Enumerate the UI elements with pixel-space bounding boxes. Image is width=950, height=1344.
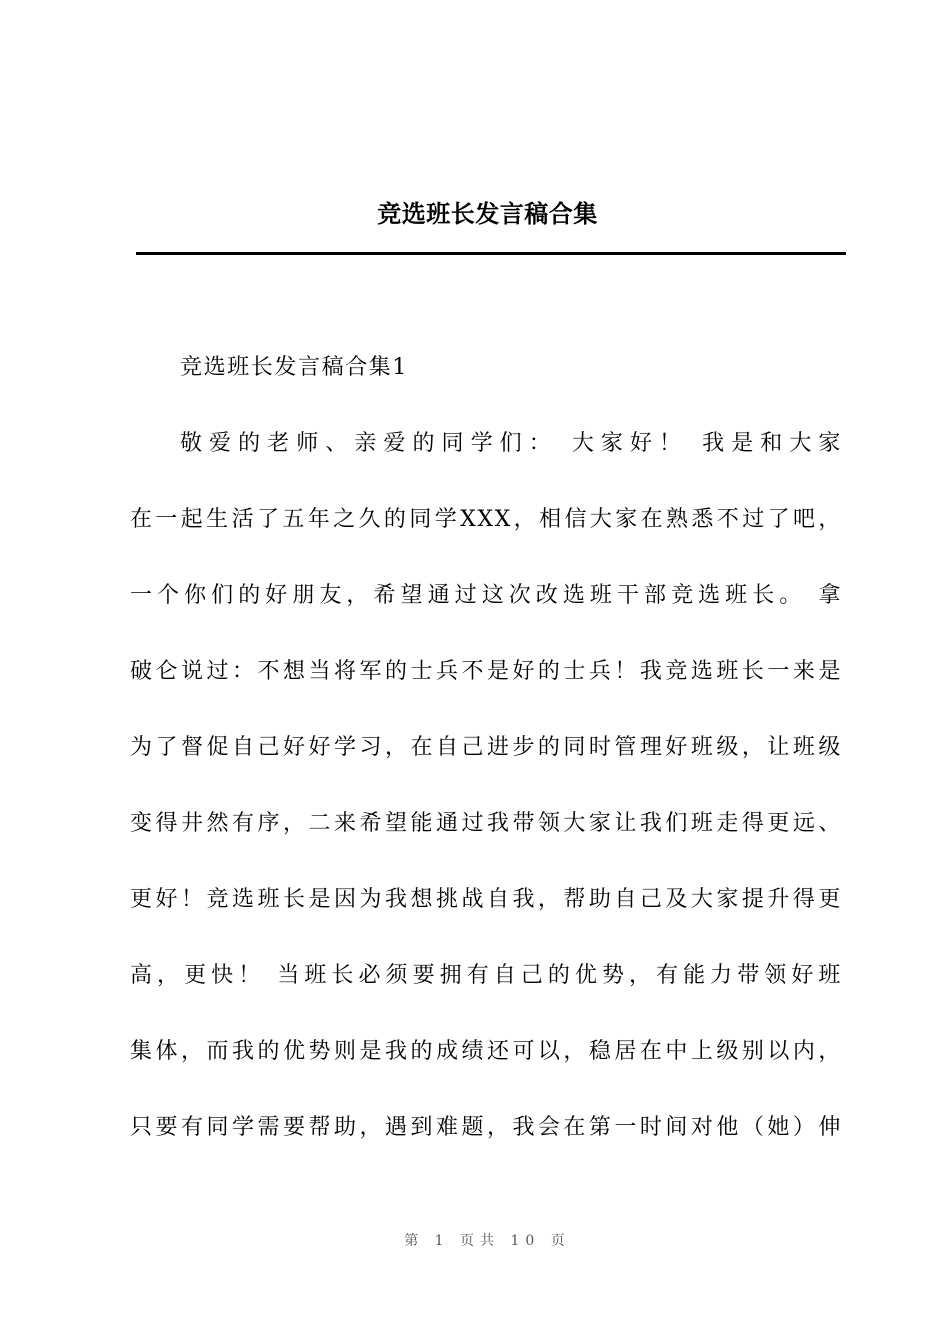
paragraph-line: 集体，而我的优势则是我的成绩还可以，稳居在中上级别以内， bbox=[130, 1039, 842, 1064]
paragraph-line: 变得井然有序，二来希望能通过我带领大家让我们班走得更远、 bbox=[130, 811, 842, 836]
document-body bbox=[130, 346, 842, 1182]
paragraph-line: 为了督促自己好好学习，在自己进步的同时管理好班级，让班级 bbox=[130, 735, 842, 760]
title-underline bbox=[136, 252, 846, 255]
paragraph-line: 高，更快！ 当班长必须要拥有自己的优势，有能力带领好班 bbox=[130, 963, 842, 988]
page-footer: 第 1 页共 10 页 bbox=[404, 1233, 571, 1249]
paragraph-line: 在一起生活了五年之久的同学XXX，相信大家在熟悉不过了吧， bbox=[130, 507, 842, 532]
paragraph-line: 更好！竞选班长是因为我想挑战自我，帮助自己及大家提升得更 bbox=[130, 887, 842, 912]
document-title: 竞选班长发言稿合集 bbox=[377, 199, 598, 228]
paragraph-line: 只要有同学需要帮助，遇到难题，我会在第一时间对他（她）伸 bbox=[130, 1115, 842, 1140]
section-heading: 竞选班长发言稿合集1 bbox=[180, 355, 408, 380]
paragraph-line: 一个你们的好朋友，希望通过这次改选班干部竞选班长。 拿 bbox=[130, 583, 842, 608]
paragraph-line: 破仑说过：不想当将军的士兵不是好的士兵！我竞选班长一来是 bbox=[130, 659, 842, 684]
paragraph-line: 敬爱的老师、亲爱的同学们： 大家好！ 我是和大家 bbox=[180, 431, 842, 456]
